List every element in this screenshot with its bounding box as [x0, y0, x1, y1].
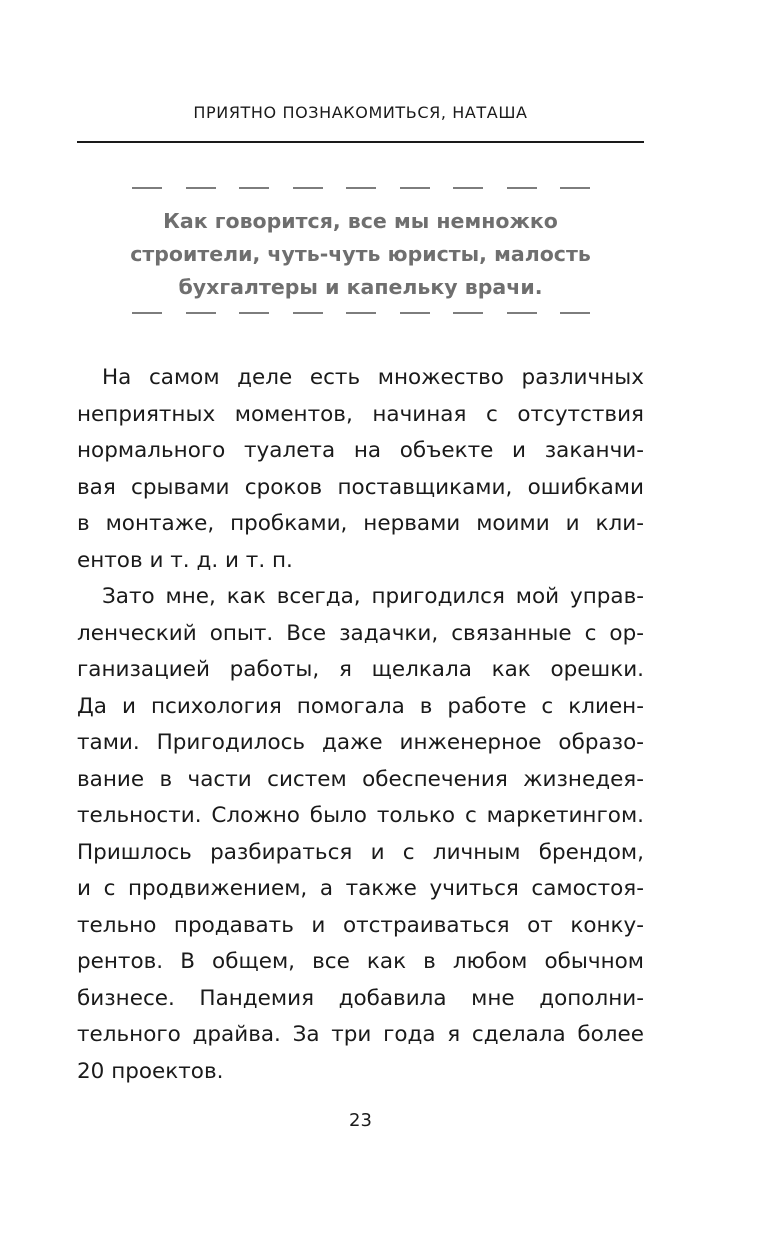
text-line: тельно продавать и отстраиваться от конку-	[77, 912, 644, 938]
body-text	[77, 360, 644, 1090]
dash	[346, 187, 376, 189]
text-line: нормального туалета на объекте и заканчи-	[77, 438, 644, 463]
dash	[507, 312, 537, 314]
text-line: и с продвижением, а также учиться самостоя-	[77, 876, 644, 901]
dash	[239, 312, 269, 314]
header-rule	[77, 141, 644, 143]
page-number: 23	[349, 1110, 372, 1131]
pull-quote-top-dashes	[132, 187, 590, 189]
text-line: тельного драйва. За три года я сделала более	[77, 1022, 644, 1047]
text-line: ганизацией работы, я щелкала как орешки.	[77, 657, 644, 682]
dash	[560, 312, 590, 314]
text-line: вая срывами сроков поставщиками, ошибками	[77, 474, 644, 500]
dash	[132, 187, 162, 189]
text-line: бизнесе. Пандемия добавила мне дополни-	[77, 985, 644, 1011]
dash	[400, 187, 430, 189]
paragraph-2	[77, 579, 644, 1090]
dash	[560, 187, 590, 189]
text-line: Пришлось разбираться и с личным брендом,	[77, 839, 644, 865]
dash	[186, 312, 216, 314]
text-line: тельности. Сложно было только с маркетингом.	[77, 803, 644, 828]
dash	[453, 312, 483, 314]
pull-quote	[77, 205, 644, 304]
text-line: ентов и т. д. и т. п.	[77, 547, 293, 573]
text-line: 20 проектов.	[77, 1058, 224, 1084]
running-head: ПРИЯТНО ПОЗНАКОМИТЬСЯ, НАТАША	[193, 103, 528, 122]
dash	[239, 187, 269, 189]
text-line: На самом деле есть множество различных	[102, 365, 644, 390]
text-line: Зато мне, как всегда, пригодился мой управ-	[102, 584, 644, 609]
pull-quote-line: строители, чуть-чуть юристы, малость	[130, 242, 591, 266]
dash	[400, 312, 430, 314]
text-line: ленческий опыт. Все задачки, связанные с ор-	[77, 620, 644, 646]
pull-quote-line: Как говорится, все мы немножко	[163, 209, 558, 233]
dash	[186, 187, 216, 189]
dash	[346, 312, 376, 314]
dash	[453, 187, 483, 189]
dash	[293, 187, 323, 189]
paragraph-1	[77, 360, 644, 579]
text-line: рентов. В общем, все как в любом обычном	[77, 949, 644, 974]
text-line: неприятных моментов, начиная с отсутствия	[77, 401, 644, 427]
dash	[293, 312, 323, 314]
dash	[507, 187, 537, 189]
text-line: тами. Пригодилось даже инженерное образо-	[77, 730, 644, 755]
pull-quote-bottom-dashes	[132, 312, 590, 314]
text-line: в монтаже, пробками, нервами моими и кли-	[77, 511, 644, 536]
dash	[132, 312, 162, 314]
pull-quote-line: бухгалтеры и капельку врачи.	[178, 275, 543, 299]
text-line: Да и психология помогала в работе с клиен-	[77, 693, 644, 719]
text-line: вание в части систем обеспечения жизнедея-	[77, 766, 644, 792]
